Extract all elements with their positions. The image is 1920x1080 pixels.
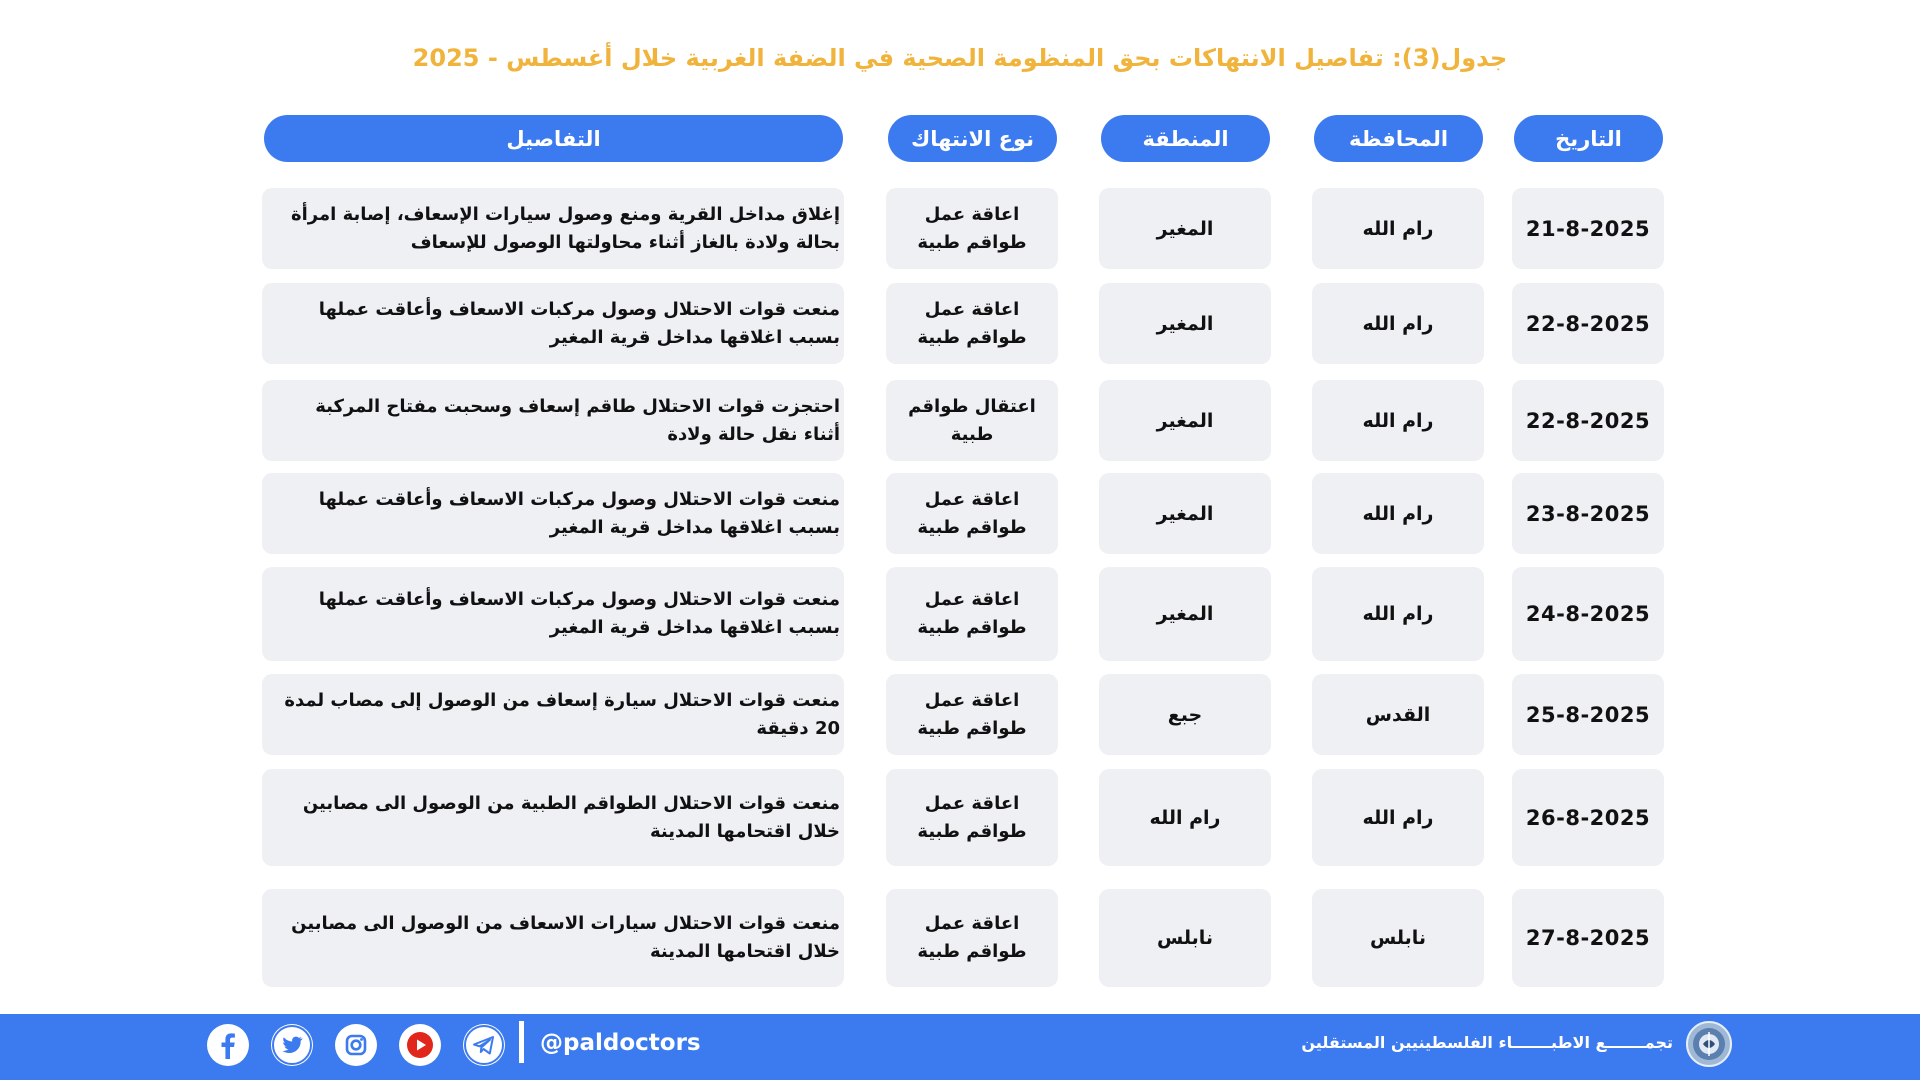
header-date: التاريخ [1514,115,1663,162]
area-cell: نابلس [1099,889,1271,987]
date-cell: 22-8-2025 [1512,380,1664,461]
date-cell: 26-8-2025 [1512,769,1664,866]
governorate-cell: رام الله [1312,380,1484,461]
facebook-icon[interactable] [207,1024,249,1066]
page-title: جدول(3): تفاصيل الانتهاكات بحق المنظومة الصحية في الضفة الغربية خلال أغسطس - 2025 [412,44,1508,72]
organization-logo-icon [1686,1021,1732,1067]
violation-type-cell: اعاقة عمل طواقم طبية [886,473,1058,554]
date-cell: 22-8-2025 [1512,283,1664,364]
details-cell: منعت قوات الاحتلال وصول مركبات الاسعاف وأعاقت عملها بسبب اغلاقها مداخل قرية المغير [262,283,844,364]
youtube-icon[interactable] [399,1024,441,1066]
governorate-cell: رام الله [1312,188,1484,269]
twitter-icon[interactable] [271,1024,313,1066]
details-cell: منعت قوات الاحتلال الطواقم الطبية من الوصول الى مصابين خلال اقتحامها المدينة [262,769,844,866]
header-details: التفاصيل [264,115,843,162]
date-cell: 21-8-2025 [1512,188,1664,269]
area-cell: المغير [1099,380,1271,461]
violation-type-cell: اعاقة عمل طواقم طبية [886,674,1058,755]
violation-type-cell: اعاقة عمل طواقم طبية [886,283,1058,364]
instagram-icon[interactable] [335,1024,377,1066]
governorate-cell: نابلس [1312,889,1484,987]
governorate-cell: القدس [1312,674,1484,755]
details-cell: منعت قوات الاحتلال سيارات الاسعاف من الوصول الى مصابين خلال اقتحامها المدينة [262,889,844,987]
governorate-cell: رام الله [1312,567,1484,661]
area-cell: المغير [1099,567,1271,661]
area-cell: المغير [1099,188,1271,269]
social-handle[interactable]: @paldoctors [540,1030,701,1056]
header-governorate: المحافظة [1314,115,1483,162]
date-cell: 24-8-2025 [1512,567,1664,661]
date-cell: 27-8-2025 [1512,889,1664,987]
details-cell: منعت قوات الاحتلال سيارة إسعاف من الوصول إلى مصاب لمدة 20 دقيقة [262,674,844,755]
violation-type-cell: اعتقال طواقم طبية [886,380,1058,461]
details-cell: منعت قوات الاحتلال وصول مركبات الاسعاف وأعاقت عملها بسبب اغلاقها مداخل قرية المغير [262,567,844,661]
date-cell: 25-8-2025 [1512,674,1664,755]
area-cell: المغير [1099,283,1271,364]
telegram-icon[interactable] [463,1024,505,1066]
governorate-cell: رام الله [1312,283,1484,364]
violation-type-cell: اعاقة عمل طواقم طبية [886,769,1058,866]
area-cell: المغير [1099,473,1271,554]
organization-name: تجمـــــــع الاطبـــــــاء الفلسطينيين المستقلين [1301,1033,1673,1052]
date-cell: 23-8-2025 [1512,473,1664,554]
violation-type-cell: اعاقة عمل طواقم طبية [886,567,1058,661]
footer-divider [519,1021,524,1063]
area-cell: رام الله [1099,769,1271,866]
governorate-cell: رام الله [1312,769,1484,866]
governorate-cell: رام الله [1312,473,1484,554]
details-cell: احتجزت قوات الاحتلال طاقم إسعاف وسحبت مفتاح المركبة أثناء نقل حالة ولادة [262,380,844,461]
header-area: المنطقة [1101,115,1270,162]
violation-type-cell: اعاقة عمل طواقم طبية [886,188,1058,269]
violation-type-cell: اعاقة عمل طواقم طبية [886,889,1058,987]
area-cell: جبع [1099,674,1271,755]
details-cell: منعت قوات الاحتلال وصول مركبات الاسعاف وأعاقت عملها بسبب اغلاقها مداخل قرية المغير [262,473,844,554]
details-cell: إغلاق مداخل القرية ومنع وصول سيارات الإسعاف، إصابة امرأة بحالة ولادة بالغاز أثناء محاولتها الوصول للإسعاف [262,188,844,269]
header-violation-type: نوع الانتهاك [888,115,1057,162]
